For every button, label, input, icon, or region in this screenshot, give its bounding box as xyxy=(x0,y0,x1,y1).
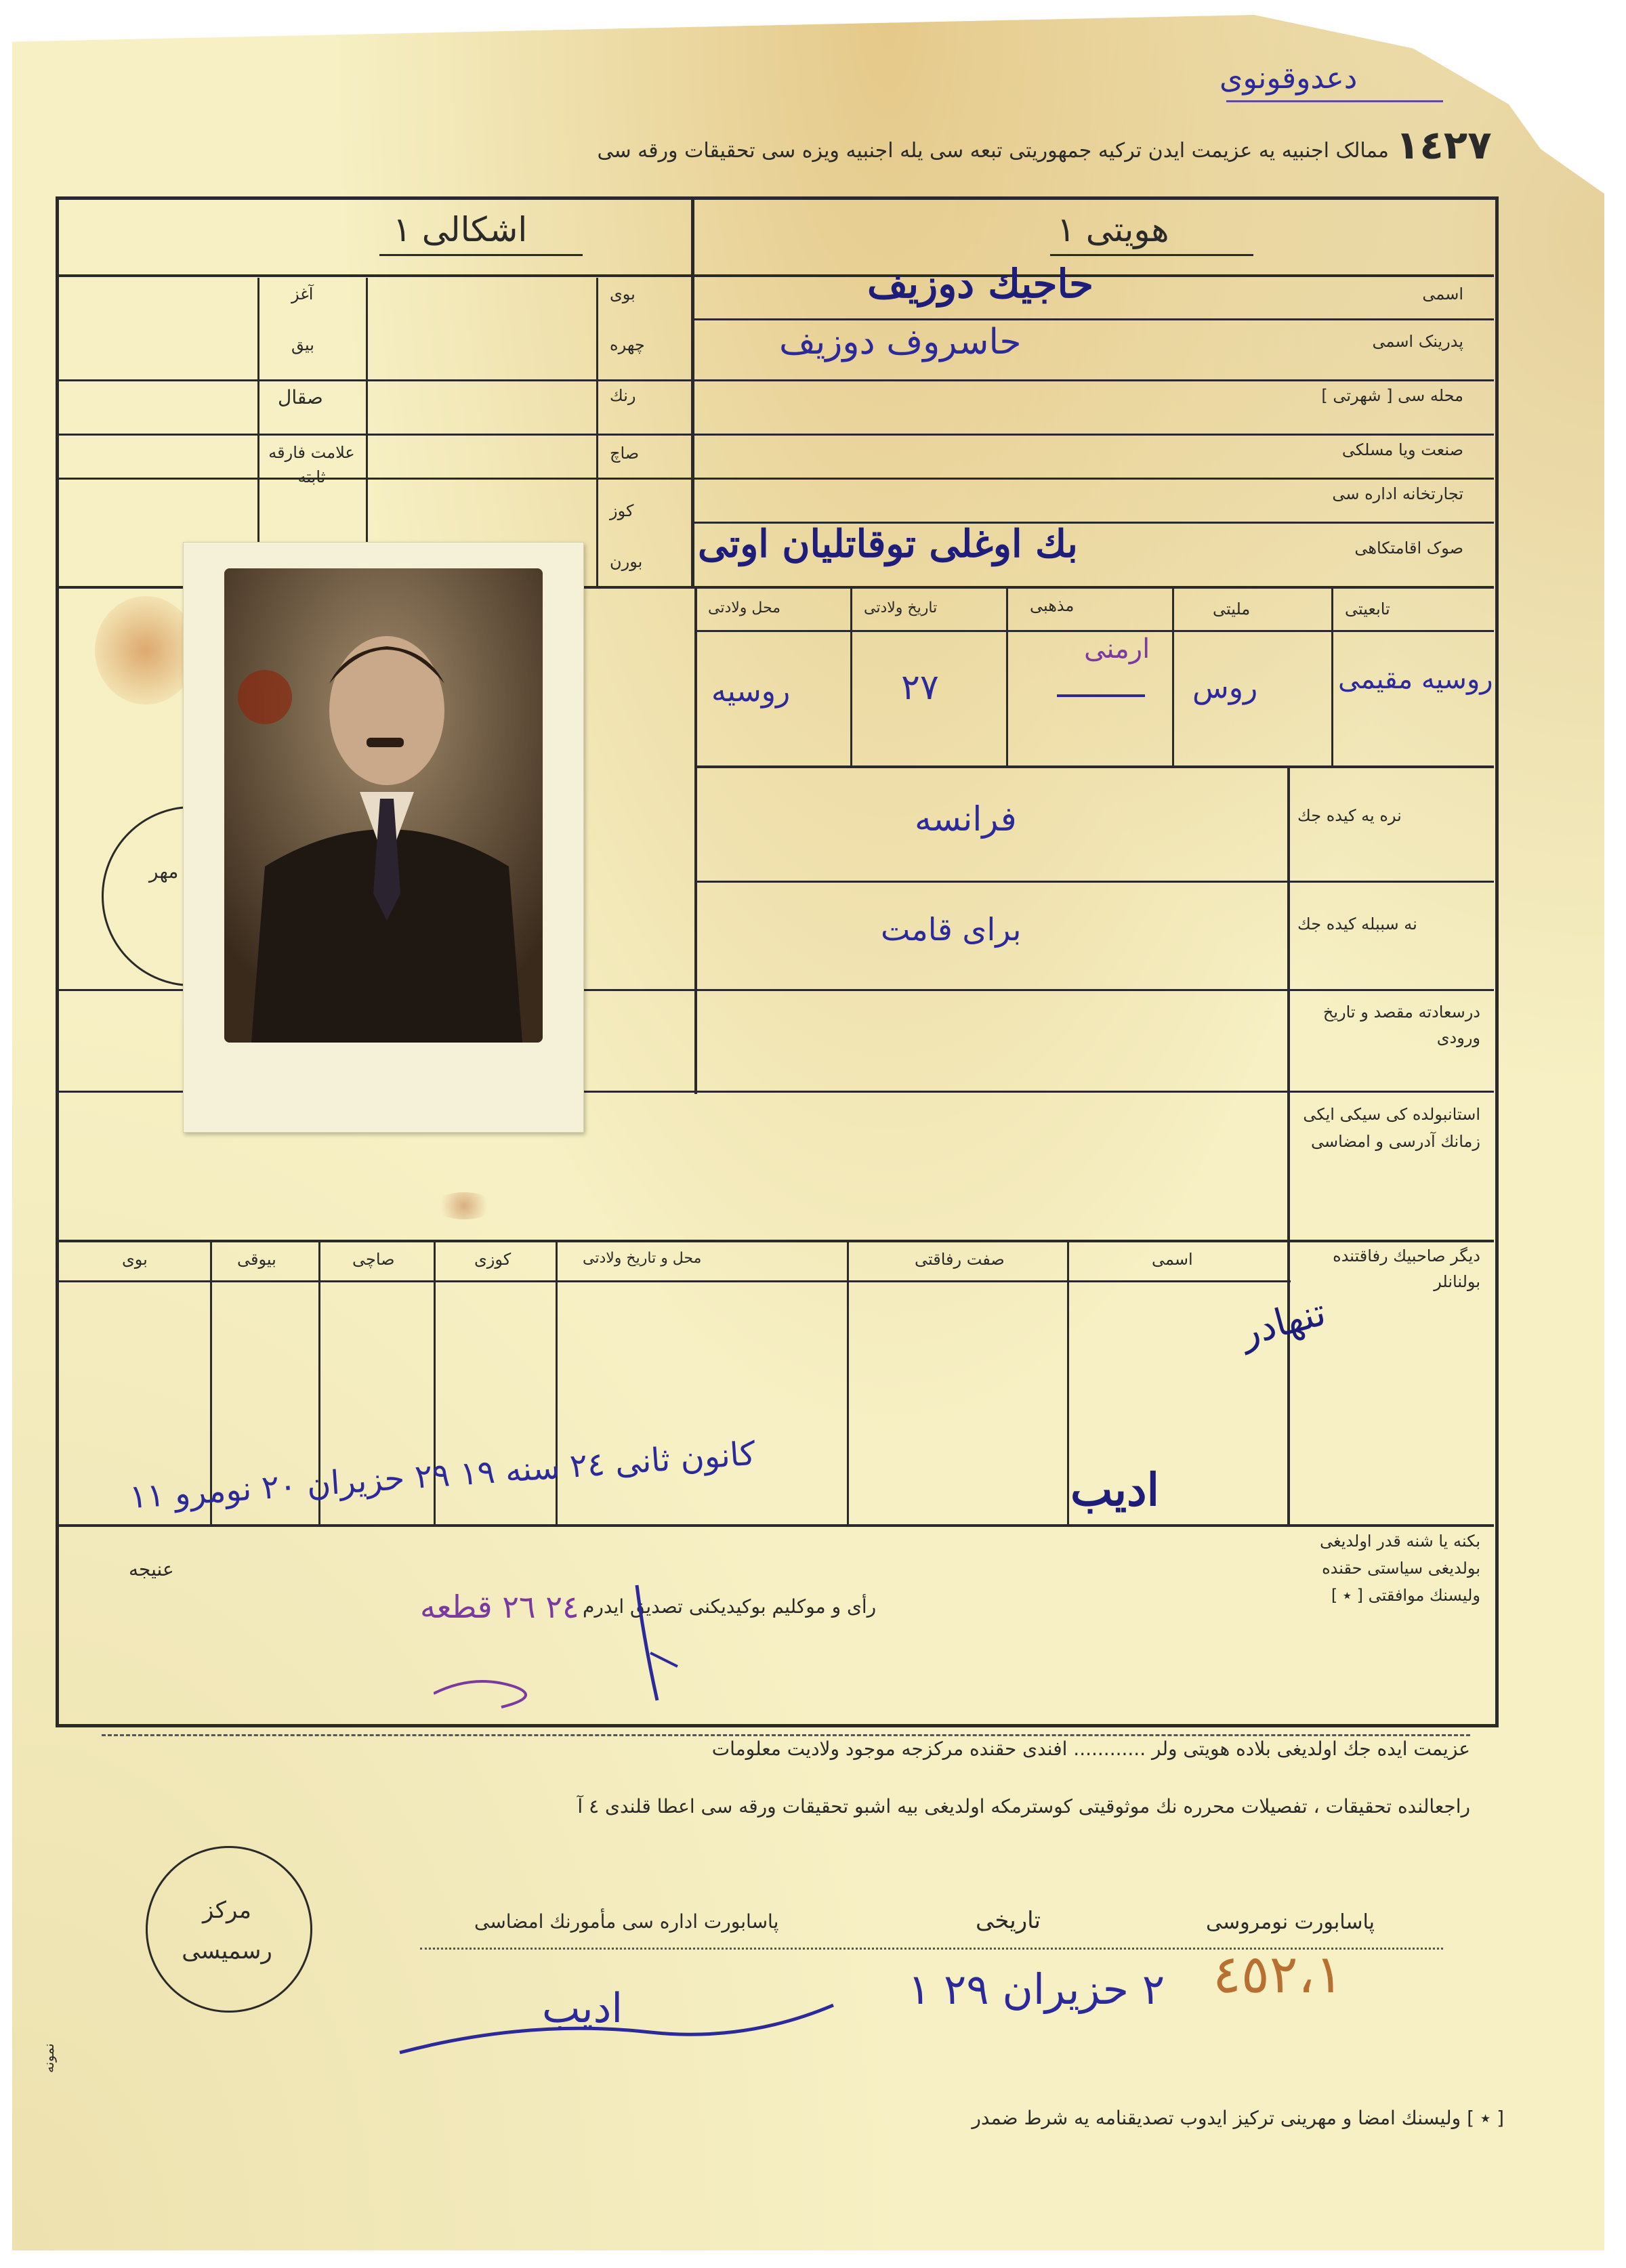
approval-place: عنیجه xyxy=(129,1558,174,1580)
feat-sub-mustache: بیق xyxy=(291,335,314,354)
arrival-label: درسعادته مقصد و تاریخ ورودی xyxy=(1322,1003,1480,1047)
stain xyxy=(95,596,196,705)
side-margin-text: نمونه xyxy=(41,2043,57,2073)
feat-label-color: رنك xyxy=(610,386,636,405)
reason-label: نه سببله کیده جك xyxy=(1297,915,1417,933)
feat-label-nose: بورن xyxy=(610,552,643,571)
address-label: استانبولده کی سیکی ایکی زمانك آدرسی و امضاسی xyxy=(1303,1105,1480,1151)
passport-number-value: ۱،٤٥٢ xyxy=(1213,1944,1343,2005)
travel-line xyxy=(58,1240,1494,1242)
id-row-line xyxy=(58,379,1494,381)
approval-handwritten-name: ادیب xyxy=(1070,1463,1159,1516)
officer-signature: ادیب xyxy=(542,1985,623,2032)
approval-handwritten-date: کانون ثانی ٢٤ سنه ١٩ ٢٩ حزیران ٢٠ نومرو ١١ xyxy=(128,1434,757,1517)
id-value-residence: بك اوغلی توقاتلیان اوتی xyxy=(698,522,1078,566)
identity-heading: هویتی ۱ xyxy=(1057,210,1169,249)
birth-header-religion: مذهبی xyxy=(1030,596,1075,615)
id-label-quarter: محله سی [ شهرتی ] xyxy=(1321,386,1463,405)
comp-header-height: بوی xyxy=(122,1250,148,1269)
upper-divider xyxy=(691,200,694,586)
comp-header-name: اسمی xyxy=(1152,1250,1193,1269)
feat-label-height: بوی xyxy=(610,285,635,303)
feat-label-eye: کوز xyxy=(610,501,634,520)
id-row-line xyxy=(58,434,1494,436)
comp-header-birth: محل و تاریخ ولادتی xyxy=(583,1250,702,1267)
destination-label: نره یه کیده جك xyxy=(1297,806,1402,825)
photo-card xyxy=(183,542,584,1133)
id-label-residence: صوک اقامتکاهی xyxy=(1354,539,1463,558)
birth-header-nationality: تابعیتی xyxy=(1345,600,1390,618)
form-number: ۱٤٢٧ xyxy=(1396,122,1492,168)
identity-heading-underline xyxy=(1050,254,1253,256)
seal-text: مركز رسمیسی xyxy=(182,1897,272,1965)
comp-header-relation: صفت رفاقتی xyxy=(915,1250,1005,1269)
footer-line-1: عزیمت ایده جك اولدیغی بلاده هویتی ولر ............ افندی حقنده مرکزجه موجود ولادیت معلومات xyxy=(711,1738,1470,1760)
birth-header-line xyxy=(694,630,1494,632)
stain xyxy=(434,1192,495,1219)
travel-vline xyxy=(1287,765,1290,1240)
birth-value-ethnicity: روس xyxy=(1192,671,1258,705)
features-heading-underline xyxy=(379,254,583,256)
id-value-father: حاسروف دوزیف xyxy=(779,322,1022,362)
birth-value-nationality: روسیه مقیمی xyxy=(1338,664,1493,695)
signature-flourish xyxy=(393,1992,867,2073)
approval-note: ٢٤ ٢٦ قطعه xyxy=(420,1589,579,1625)
id-label-occupation: صنعت ویا مسلکی xyxy=(1341,440,1463,459)
form-title: ممالک اجنبیه یه عزیمت ایدن ترکیه جمهوریتی تبعه سی یله اجنبیه ویزه سی تحقیقات ورقه سی xyxy=(597,139,1389,163)
birth-bottom-line xyxy=(694,765,1494,768)
footer-col-passport-no: پاسابورت نومروسی xyxy=(1206,1910,1375,1934)
birth-value-birthplace: روسیه xyxy=(711,674,791,709)
birth-vline xyxy=(1006,586,1008,765)
approval-pen-strokes xyxy=(434,1558,718,1734)
birth-header-ethnicity: ملیتی xyxy=(1213,600,1251,618)
feat-sub-beard: صقال xyxy=(278,386,323,408)
comp-header-eyes: کوزی xyxy=(474,1250,512,1269)
religion-dash xyxy=(1057,694,1145,697)
birth-header-birthplace: محل ولادتی xyxy=(708,600,781,616)
left-stamp-text: مهر xyxy=(149,860,179,883)
birth-vline xyxy=(1331,586,1333,765)
feat-label-face: چهره xyxy=(610,335,645,354)
comp-handwritten-alone: تنهادر xyxy=(1235,1290,1331,1356)
comp-header-line xyxy=(58,1280,1291,1282)
comp-side-label: دیگر صاحبیك رفاقتنده بولنانلر xyxy=(1333,1246,1480,1291)
reason-value: برای قامت xyxy=(881,911,1022,948)
footer-col-officer: پاسابورت اداره سی مأمورنك امضاسی xyxy=(474,1910,779,1933)
approval-side-label: بکنه یا شنه قدر اولدیغی بولدیغی سیاستی حقنده ولیسنك موافقتی [ ٭ ] xyxy=(1320,1532,1480,1605)
top-handwritten-label: دعدوقونوی xyxy=(1220,61,1358,96)
comp-vline xyxy=(1067,1240,1069,1524)
birth-value-religion: ارمنی xyxy=(1084,633,1150,665)
features-col-line-3 xyxy=(596,278,598,586)
features-heading: اشکالی ۱ xyxy=(393,210,528,249)
feat-sub-mouth: آغز xyxy=(291,285,314,303)
footer-date-value: ٢ حزیران ٢٩ ١ xyxy=(908,1965,1165,2014)
feat-sub-marks: علامت فارقه ثابته xyxy=(268,443,355,486)
feat-label-hair: صاچ xyxy=(610,444,640,463)
portrait-figure xyxy=(224,568,543,1043)
id-label-business: تجارتخانه اداره سی xyxy=(1332,484,1463,503)
birth-header-birthdate: تاریخ ولادتی xyxy=(864,600,938,616)
travel-line xyxy=(694,881,1494,883)
features-col-line-1 xyxy=(257,278,259,586)
id-label-father: پدرینک اسمی xyxy=(1372,332,1463,351)
comp-header-mustache: بیوقی xyxy=(237,1250,276,1269)
comp-header-hair: صاچی xyxy=(352,1250,395,1269)
destination-value: فرانسه xyxy=(915,799,1017,839)
comp-bottom-line xyxy=(58,1524,1494,1527)
birth-vline xyxy=(1172,586,1174,765)
id-label-name: اسمی xyxy=(1422,285,1463,303)
footnote: [ ٭ ] ولیسنك امضا و مهرینی ترکیز ایدوب تصدیقنامه یه شرط ضمدر xyxy=(972,2107,1504,2129)
footer-col-date: تاریخی xyxy=(976,1907,1041,1934)
id-value-name: حاجیك دوزیف xyxy=(867,261,1093,307)
birth-value-birthdate: ٢٧ xyxy=(901,667,939,708)
portrait-photo xyxy=(224,568,543,1043)
id-row-line xyxy=(694,318,1494,320)
approval-line-text: رأی و موکلیم بوکیدیکنی تصدیق ایدرم xyxy=(583,1595,877,1618)
header-row-line xyxy=(58,274,1494,277)
features-col-line-2 xyxy=(366,278,368,586)
top-underline xyxy=(1226,100,1443,102)
comp-vline xyxy=(847,1240,849,1524)
birth-vline xyxy=(850,586,852,765)
comp-vline xyxy=(1287,1240,1290,1524)
footer-line-2: راجعالنده تحقیقات ، تفصیلات محرره نك موثوقیتی کوسترمکه اولدیغی بیه اشبو تحقیقات ورقه سی اعطا قلندی ٤ آ xyxy=(577,1795,1470,1818)
birth-vline xyxy=(694,586,697,1094)
